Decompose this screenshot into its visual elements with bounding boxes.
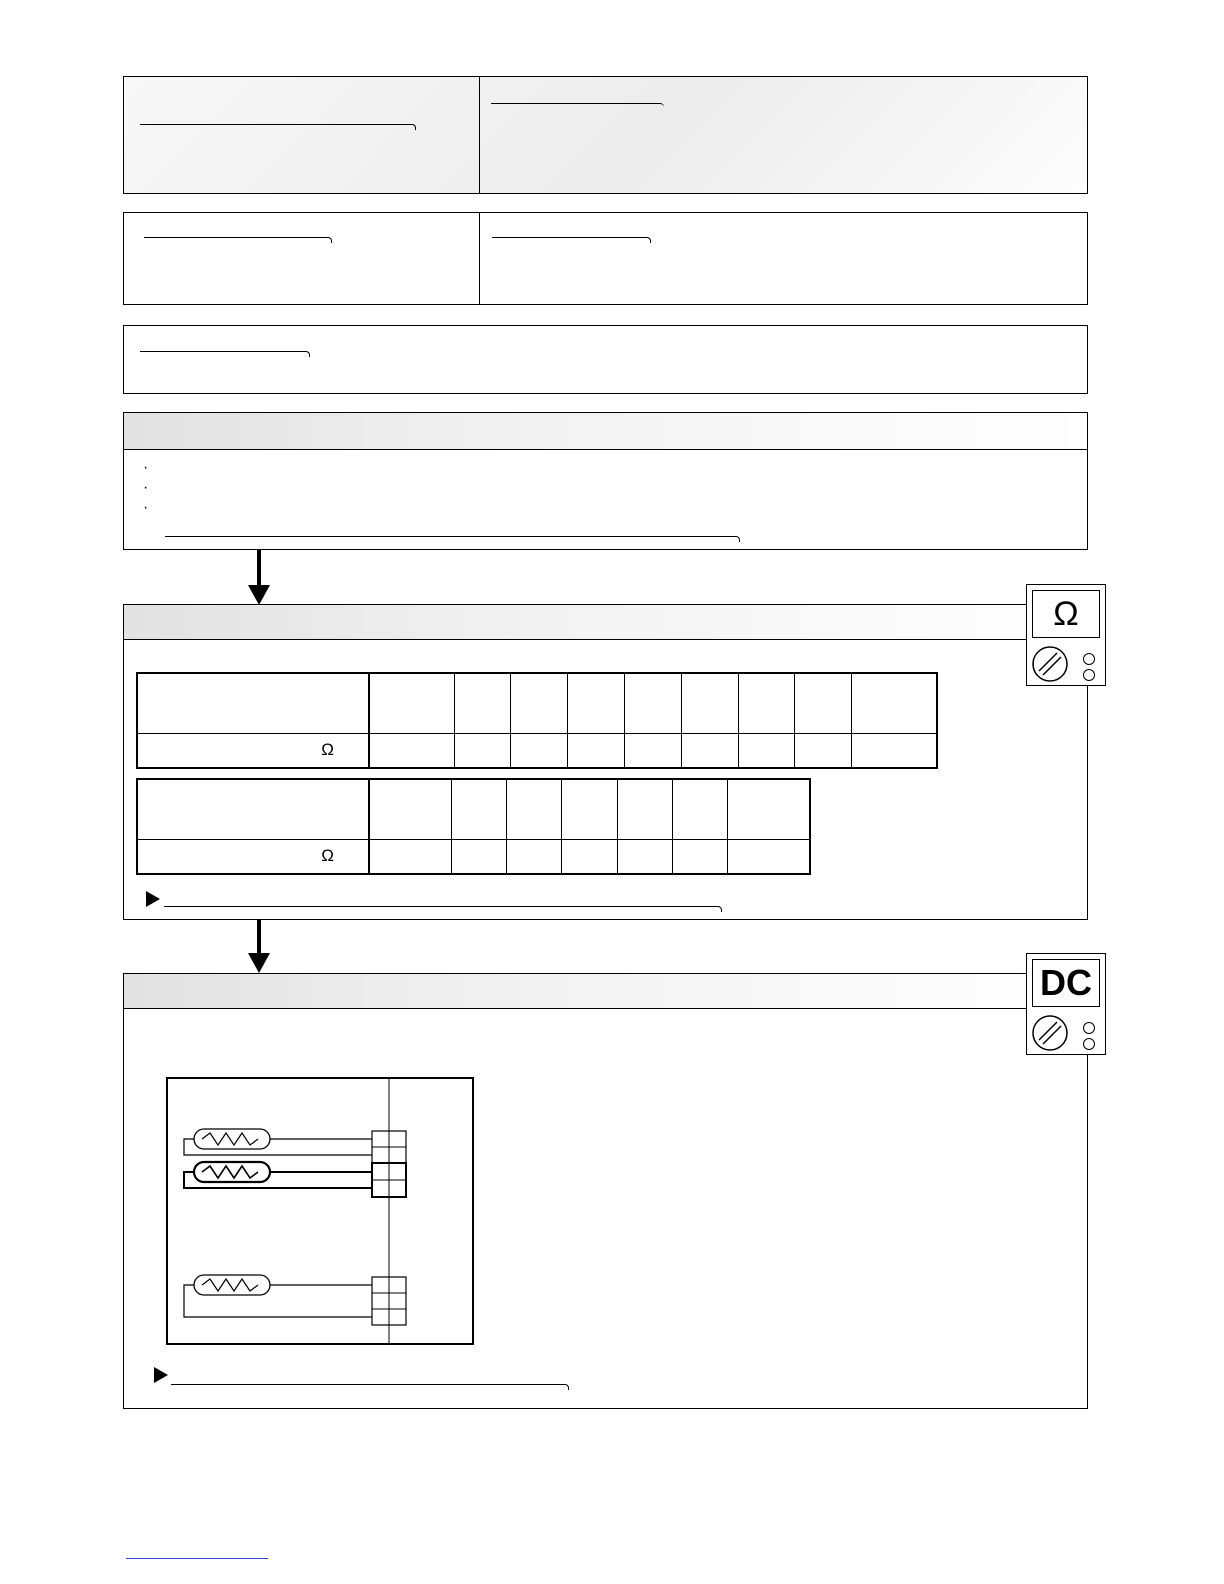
jack-icon [1083,1022,1095,1034]
column-divider [479,77,480,193]
resistance-table-1 [136,672,938,769]
blank-reference-line [165,536,740,542]
blank-heading-line [144,237,332,243]
jack-icon [1083,669,1095,681]
step-1-header [124,413,1087,450]
blank-next-step-line [164,906,722,912]
jack-icon [1083,653,1095,665]
dc-voltmeter-icon [1026,953,1106,1055]
meter-display: Ω [1032,590,1100,638]
triangle-pointer-icon [146,891,160,907]
thermistor-wiring-diagram [166,1077,474,1345]
dial-icon [1031,645,1069,683]
blank-heading-line [492,237,651,243]
bullet-mark: · [143,479,149,496]
step-2-header [124,605,1087,640]
info-box-top [123,76,1088,194]
meter-display: DC [1032,959,1100,1007]
info-box-middle [123,212,1088,305]
ohmmeter-icon [1026,584,1106,686]
step-3-header [124,974,1087,1009]
blank-heading-line [491,103,664,109]
ohm-unit-label: Ω [137,839,369,874]
blank-heading-line [140,351,310,357]
bullet-mark: · [143,499,149,516]
info-box-single [123,325,1088,394]
resistance-table-2 [136,778,811,875]
blank-heading-line [140,124,416,130]
bullet-mark: · [143,459,149,476]
step-2-panel [123,604,1088,920]
ohm-unit-label: Ω [137,733,369,768]
column-divider [479,213,480,304]
dial-icon [1031,1014,1069,1052]
footer-link[interactable] [126,1558,268,1559]
blank-next-step-line [171,1384,569,1390]
triangle-pointer-icon [154,1367,168,1383]
step-1-panel [123,412,1088,550]
jack-icon [1083,1038,1095,1050]
step-3-panel [123,973,1088,1409]
